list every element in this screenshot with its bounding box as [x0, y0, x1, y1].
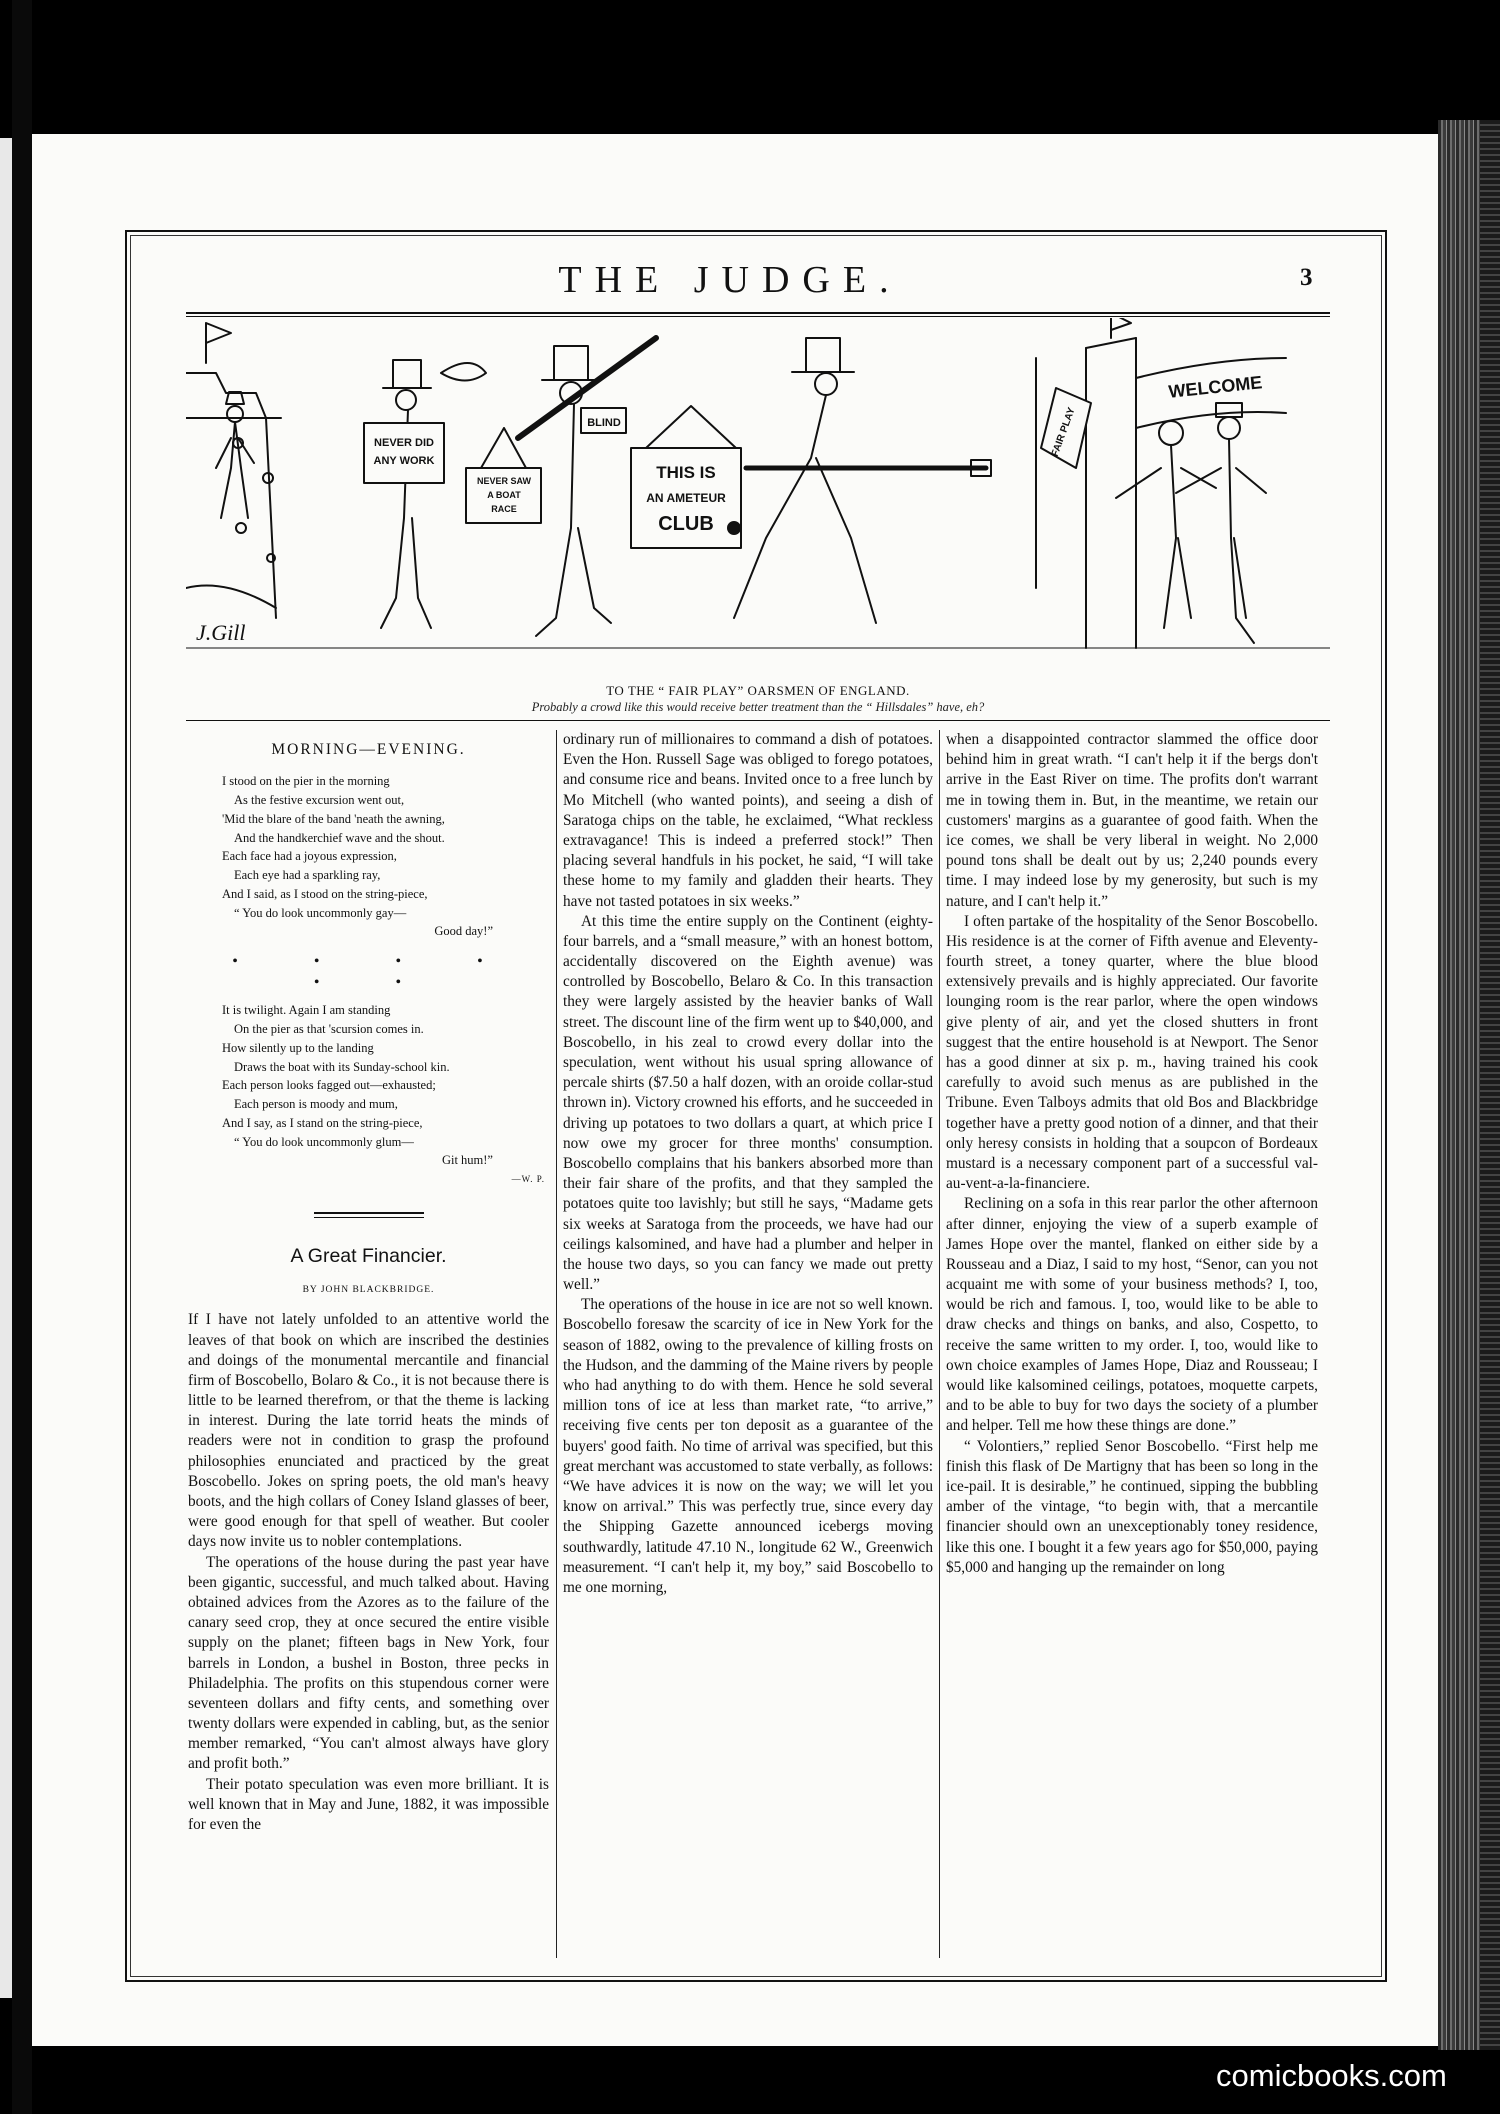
poem-line: “ You do look uncommonly glum— [234, 1134, 414, 1149]
article-paragraph: The operations of the house in ice are not so well known. Boscobello foresaw the scarcity of ice in New York for the season of 1882, owing to the prevalence of killing frosts on the Hudson, and the damming of the Maine rivers by people who had anything to do with them. Hence he sold several million tons of ice at less than market rate, “to arrive,” receiving five cents per ton deposit as a guarantee of the buyers' good faith. No time of arrival was specified, but this great merchant was accustomed to state verbally, as follows: “We have advices it is now on the way; we will let you know on arrival.” This was perfectly true, since every day the Shipping Gazette announced icebergs moving southwardly, latitude 47.10 N., longitude 62 W., Greenwich measurement. “I can't help it, my boy,” said Boscobello to me one morning, [563, 1296, 933, 1596]
sign-2-line-2: A BOAT [487, 490, 521, 500]
poem-line: And I said, as I stood on the string-piece, [222, 886, 428, 901]
column-separator-2 [939, 730, 940, 1958]
cartoon-caption-title: TO THE “ FAIR PLAY” OARSMEN OF ENGLAND. [606, 683, 910, 698]
column-2 [563, 730, 933, 1963]
column-3 [946, 730, 1318, 1963]
column-1 [188, 730, 549, 1963]
column-separator-1 [556, 730, 557, 1958]
masthead-rule [186, 312, 1330, 314]
poem-line: I stood on the pier in the morning [222, 774, 390, 789]
masthead-rule-thin [186, 316, 1330, 317]
sign-1-line-2: ANY WORK [373, 455, 435, 467]
section-divider-thin [314, 1217, 424, 1218]
figure-4-oarsman [734, 338, 991, 623]
cartoon-illustration [186, 318, 1330, 684]
figure-bystander [216, 392, 254, 518]
poem-line: On the pier as that 'scursion comes in. [234, 1022, 424, 1037]
poem-line: “ You do look uncommonly gay— [234, 905, 407, 920]
article-paragraph: The operations of the house during the past year have been gigantic, successful, and much talked about. Having obtained advices from the Azores as to the failure of the canary seed crop, they at once secured the entire visible supply on the planet; fifteen bags in New York, four barrels in London, a bushel in Boston, three pecks in Philadelphia. The profits on this stupendous corner were seventeen dollars and fifty cents, and something over twenty dollars were expended in cabling, but, as the senior member remarked, “You can't almost always have glory and profit both.” [188, 1553, 549, 1773]
sign-2-line-3: RACE [491, 504, 517, 514]
article-paragraph: when a disappointed contractor slammed the office door behind him in great wrath. “I can't help it if the bergs don't arrive in the East River on time. The profits don't warrant me in towing them in. But, in the meantime, we retain our customers' margins as a guarantee of good faith. When the ice comes, we shall be very liberal in weight. No 2,000 pound tons shall be dealt out by us; 2,240 pounds every time. I may indeed lose by my generosity, but such is my nature, and I can't help it.” [946, 731, 1318, 910]
poem-title: MORNING—EVENING. [271, 741, 466, 758]
sign-1-line-1: NEVER DID [374, 437, 434, 449]
poem-stanza-1 [188, 772, 549, 941]
facing-page-edge [0, 138, 12, 1998]
sign-4-line-2: AN AMETEUR [646, 491, 726, 505]
cartoon-caption-subtitle: Probably a crowd like this would receive better treatment than the “ Hillsdales” have, eh? [531, 700, 985, 714]
poem-stanza-2 [188, 1001, 549, 1170]
poem-line: And I say, as I stand on the string-piece, [222, 1115, 423, 1130]
marbled-cover-edge [1438, 120, 1480, 2050]
welcome-arch [1036, 318, 1286, 648]
article-title: A Great Financier. [290, 1245, 447, 1268]
poem-line: Each person looks fagged out—exhausted; [222, 1078, 436, 1093]
article-paragraph: “ Volontiers,” replied Senor Boscobello. “First help me finish this flask of De Martigny that has been so long in the ice-pail. It is desirable,” he continued, sipping the bubbling amber of the vintage, “to begin with, that a mercantile financier should own an unexceptionably toney residence, like this one. I bought it a few years ago for $50,000, paying $5,000 and hanging up the remainder on long [946, 1437, 1318, 1576]
poem-line: Each face had a joyous expression, [222, 849, 397, 864]
poem-line: Draws the boat with its Sunday-school kin. [234, 1059, 450, 1074]
poem-line: It is twilight. Again I am standing [222, 1003, 391, 1018]
sign-4-line-1: THIS IS [656, 463, 716, 482]
caption-rule [186, 720, 1330, 721]
flag-text: FAIR PLAY [1049, 406, 1078, 459]
poem-separator-dots: • • • • • • [232, 953, 519, 992]
poem-line: Each person is moody and mum, [234, 1097, 398, 1112]
cover-board-edge [1480, 120, 1500, 2050]
article-paragraph: If I have not lately unfolded to an attentive world the leaves of that book on which are inscribed the destinies and doings of the monumental mercantile and financial firm of Boscobello, Bolaro & Co., it is not because there is little to be learned therefrom, or that the theme is lacking in interest. During the late torrid heats the minds of readers were not in condition to grasp the profound philosophies enunciated and practiced by the great Boscobello. Jokes on spring poets, the old man's heavy boots, and the high collars of Coney Island glasses of beer, were good enough for that spell of weather. But cooler days now invite us to nobler contemplations. [188, 1311, 549, 1551]
sign-4-line-3: CLUB [658, 513, 714, 535]
article-paragraph: Their potato speculation was even more brilliant. It is well known that in May and June, 1882, it was impossible for even the [188, 1775, 549, 1833]
steamship-drawing [186, 323, 281, 618]
article-paragraph: ordinary run of millionaires to command a dish of potatoes. Even the Hon. Russell Sage was obliged to forego potatoes, and consume rice and beans. Invited once to a free lunch by Mo Mitchell (who wanted points), and seeing a dish of Saratoga chips on the table, he exclaimed, “What reckless extravagance! This is indeed a preferred stock!” Then placing several handfuls in his pocket, he said, “I will take these home to my family and gladden their hearts. They have not tasted potatoes in six weeks.” [563, 731, 933, 910]
poem-line: 'Mid the blare of the band 'neath the awning, [222, 811, 445, 826]
poem-signature: —W. P. [511, 1174, 545, 1185]
book-gutter [12, 0, 32, 2114]
poem-line: Each eye had a sparkling ray, [234, 868, 381, 883]
poem-line: Git hum!” [441, 1153, 493, 1168]
masthead-title: THE JUDGE. [558, 259, 902, 301]
sign-3: BLIND [587, 417, 621, 429]
article-paragraph: I often partake of the hospitality of the Senor Boscobello. His residence is at the corner of Fifth avenue and Eleventy-fourth street, a toney quarter, where the blue blood extensively prevails and is highly appreciated. Our favorite lounging room is the rear parlor, where the open windows give plenty of air, and yet the closed shutters in front suggest that the entire household is at Newport. The Senor has a good dinner at six p. m., having trained his cook carefully to avoid such menus as are published in the Tribune. Even Talboys admits that old Bos and Blackbridge together have a pretty good notion of a dinner, and that their only heresy consists in holding that a soupcon of Bordeaux mustard is a necessary component part of a successful val-au-vent-a-la-financiere. [946, 912, 1318, 1193]
page-number: 3 [1300, 264, 1313, 291]
article-paragraph: Reclining on a sofa in this rear parlor the other afternoon after dinner, enjoying the view of a superb example of James Hope over the mantel, flanked on either side by a Rousseau and a Diaz, I said to my host, “Senor, can you not acquaint me with some of your business methods? I, too, would be rich and famous. I, too, would like to be able to draw checks and things on banks, and also, Cospetto, to receive the same written to my order. I, too, would like to own choice examples of James Hope, Diaz and Rousseau; I would like kalsomined ceilings, potatoes, moquette carpets, and to be able to buy for two days the society of a plumber and helper. Tell me how these things are done.” [946, 1195, 1318, 1435]
poem-line: And the handkerchief wave and the shout. [234, 830, 445, 845]
artist-signature: J.Gill [196, 620, 246, 645]
sign-2-line-1: NEVER SAW [476, 476, 532, 486]
poem-line: How silently up to the landing [222, 1040, 374, 1055]
article-paragraph: At this time the entire supply on the Continent (eighty-four barrels, and a “small measure,” with an honest bottom, accidentally discovered on the Eighth avenue) was controlled by Boscobello, Belaro & Co. In this transaction they were largely assisted by the heavier banks of Wall street. The discount line of the firm went up to $40,000, and Boscobello, in his zeal to crowd every dollar into the speculation, went without his usual spring allowance of percale shirts ($7.50 a half dozen, with an oroide collar-stud thrown in). Victory crowned his efforts, and he succeeded in driving up potatoes to two dollars a quart, at which price I now owe my grocer for three months' consumption. Boscobello complains that his bankers absorbed more than their fair share of the profits, and that they sampled the potatoes quite too lavishly; but still he says, “Madame gets six weeks at Saratoga from the proceeds, we have had our ceilings kalsomined, and have had a plumber and helper in the house two days, so you can fancy we made out pretty well.” [563, 912, 933, 1294]
poem-line: As the festive excursion went out, [234, 793, 405, 808]
section-divider [314, 1212, 424, 1214]
figure-welcomer-1 [1116, 421, 1216, 628]
article-byline: BY JOHN BLACKBRIDGE. [302, 1284, 435, 1295]
watermark-site-name: comicbooks.com [1216, 2058, 1447, 2093]
arch-text: WELCOME [1167, 372, 1264, 402]
poem-line: Good day!” [434, 924, 493, 939]
